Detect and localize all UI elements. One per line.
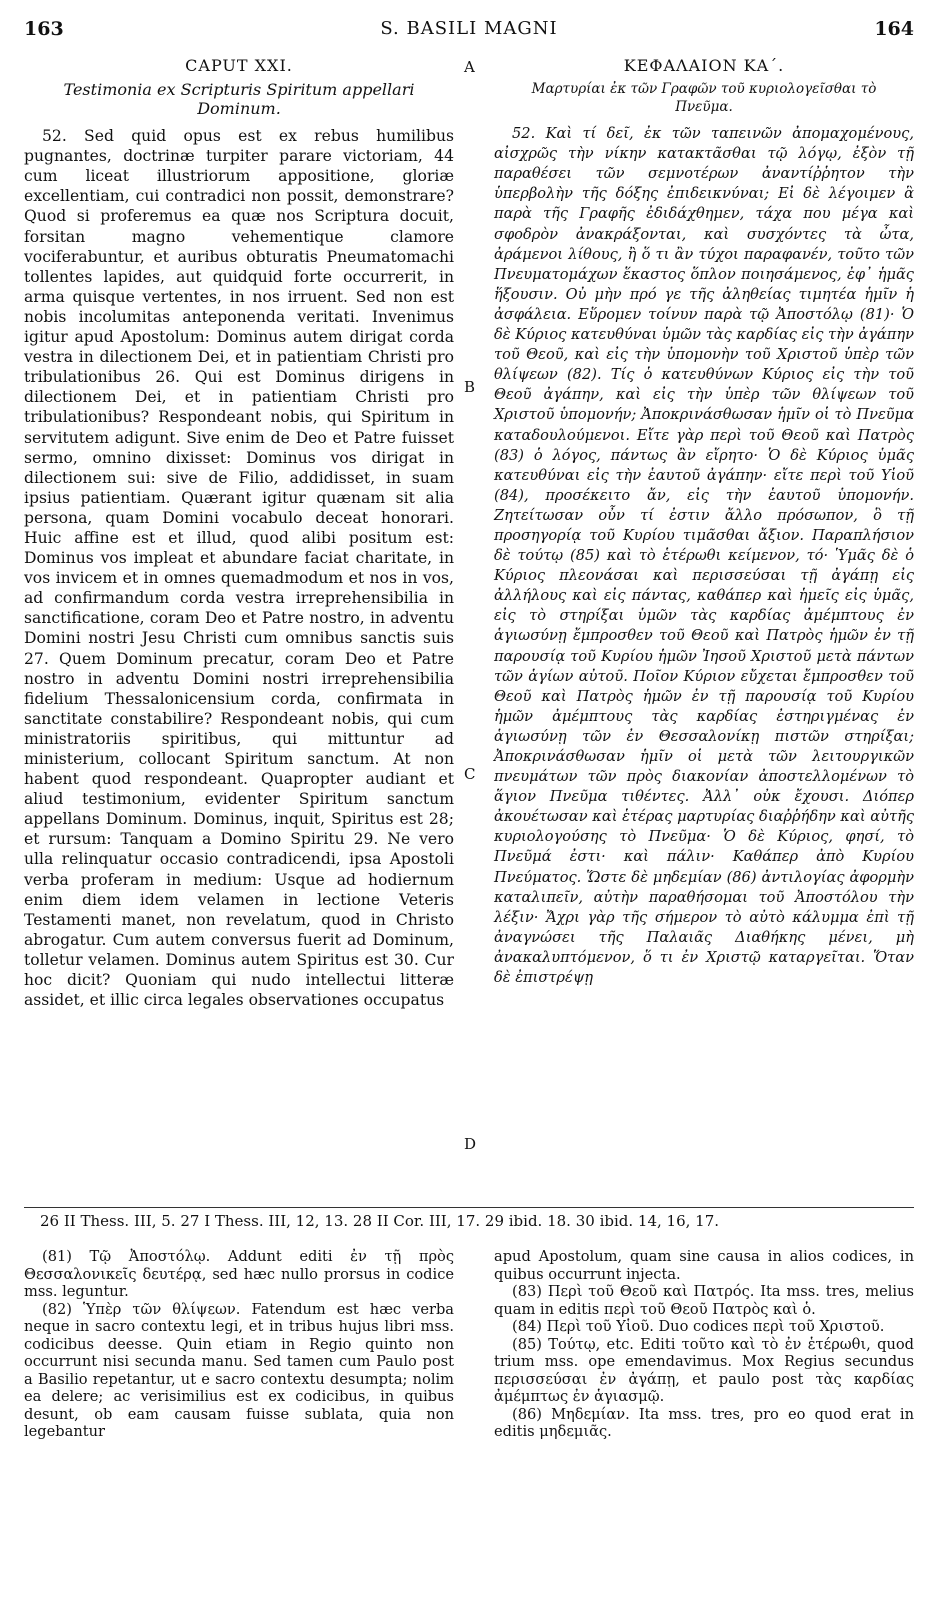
margin-letter-d: D <box>464 1135 477 1153</box>
page-header <box>24 18 914 44</box>
note-82-continued: apud Apostolum, quam sine causa in alios codices, in quibus occurrunt injecta. <box>494 1248 914 1283</box>
latin-column <box>24 56 454 1010</box>
note-83: (83) Περὶ τοῦ Θεοῦ καὶ Πατρός. Ita mss. tres, melius quam in editis περὶ τοῦ Θεοῦ Πατρὸς καὶ ὁ. <box>494 1283 914 1318</box>
scripture-references: 26 II Thess. III, 5. 27 I Thess. III, 12, 13. 28 II Cor. III, 17. 29 ibid. 18. 30 ibid. 14, 16, 17. <box>40 1212 719 1230</box>
margin-letter-a: A <box>464 58 475 76</box>
page-number-right: 164 <box>874 18 914 40</box>
margin-letter-b: B <box>464 378 476 396</box>
notes-right-column <box>494 1248 914 1441</box>
note-81: (81) Τῷ Ἀποστόλῳ. Addunt editi ἐν τῇ πρὸς Θεσσαλονικεῖς δευτέρᾳ, sed hæc nullo prorsus in codice mss. leguntur. <box>24 1248 454 1300</box>
greek-chapter-title: ΚΕΦΑΛΑΙΟΝ ΚΑ΄. <box>623 56 785 75</box>
note-86: (86) Μηδεμίαν. Ita mss. tres, pro eo quod erat in editis μηδεμιᾶς. <box>494 1405 914 1440</box>
note-84: (84) Περὶ τοῦ Υἱοῦ. Duo codices περὶ τοῦ Χριστοῦ. <box>512 1318 885 1335</box>
running-title: S. BASILI MAGNI <box>380 18 558 39</box>
greek-body-text: 52. Καὶ τί δεῖ, ἐκ τῶν ταπεινῶν ἀπομαχομένους, αἰσχρῶς τὴν νίκην κατακτᾶσθαι τῷ λόγῳ, ἐξὸν τῇ παραθέσει τῶν σεμνοτέρων ἀναντίῤῥητον τὴν ὑπερβολὴν τῆς δόξης ἐπιδεικνύναι; Εἰ δὲ λέγοιμεν ἃ παρὰ τῆς Γραφῆς ἐδιδάχθημεν, τάχα που μέγα καὶ σφοδρὸν ἀνακράξονται, καὶ συσχόντες τὰ ὦτα, ἀράμενοι λίθους, ἢ ὅ τι ἂν τύχοι παραφανέν, τοῦτο τῶν Πνευματομάχων ἕκαστος ὅπλον ποιησάμενος, ἐφ᾽ ἡμᾶς ἥξουσιν. Οὐ μὴν πρό γε τῆς ἀληθείας τιμητέα ἡμῖν ἡ ἀσφάλεια. Εὕρομεν τοίνυν παρὰ τῷ Ἀποστόλῳ (81)· Ὁ δὲ Κύριος κατευθύναι ὑμῶν τὰς καρδίας εἰς τὴν ἀγάπην τοῦ Θεοῦ, καὶ εἰς τὴν ὑπομονὴν τοῦ Χριστοῦ ὑπὲρ τῶν θλίψεων (82). Τίς ὁ κατευθύνων Κύριος εἰς τὴν τοῦ Θεοῦ ἀγάπην, καὶ εἰς τὴν ὑπὲρ τῶν θλίψεων τοῦ Χριστοῦ ὑπομονήν; Ἀποκρινάσθωσαν ἡμῖν οἱ τὸ Πνεῦμα καταδουλούμενοι. Εἴτε γὰρ περὶ τοῦ Θεοῦ καὶ Πατρὸς (83) ὁ λόγος, πάντως ἂν εἴρητο· Ὁ δὲ Κύριος ὑμᾶς κατευθύναι εἰς τὴν ἑαυτοῦ ἀγάπην· εἴτε περὶ τοῦ Υἱοῦ (84), προσέκειτο ἄν, εἰς τὴν ἑαυτοῦ ὑπομονήν. Ζητείτωσαν οὖν τί ἐστιν ἄλλο πρόσωπον, ὃ τῇ προσηγορίᾳ τοῦ Κυρίου τιμᾶσθαι ἄξιον. Παραπλήσιον δὲ τούτῳ (85) καὶ τὸ ἑτέρωθι κείμενον, τό· Ὑμᾶς δὲ ὁ Κύριος πλεονάσαι καὶ περισσεύσαι τῇ ἀγάπῃ εἰς ἀλλήλους καὶ εἰς πάντας, καθάπερ καὶ ἡμεῖς εἰς ὑμᾶς, εἰς τὸ στηρίξαι ὑμῶν τὰς καρδίας ἀμέμπτους ἐν ἁγιωσύνῃ ἔμπροσθεν τοῦ Θεοῦ καὶ Πατρὸς ἡμῶν ἐν τῇ παρουσίᾳ τοῦ Κυρίου ἡμῶν Ἰησοῦ Χριστοῦ μετὰ πάντων τῶν ἁγίων αὐτοῦ. Ποῖον Κύριον εὔχεται ἔμπροσθεν τοῦ Θεοῦ καὶ Πατρὸς ἡμῶν ἐν τῇ παρουσίᾳ τοῦ Κυρίου ἡμῶν ἀμέμπτους τὰς καρδίας ἐστηριγμένας ἐν ἁγιωσύνῃ τῶν ἐν Θεσσαλονίκῃ πιστῶν στηρίξαι; Ἀποκρινάσθωσαν ἡμῖν οἱ μετὰ τῶν λειτουργικῶν πνευμάτων τῶν πρὸς διακονίαν ἀποστελλομένων τὸ ἅγιον Πνεῦμα τιθέντες. Ἀλλ᾽ οὐκ ἔχουσι. Διόπερ ἀκουέτωσαν καὶ ἑτέρας μαρτυρίας διαῤῥήδην καὶ αὐτῆς κυριολογούσης τὸ Πνεῦμα· Ὁ δὲ Κύριος, φησί, τὸ Πνεῦμά ἐστι· καὶ πάλιν· Καθάπερ ἀπὸ Κυρίου Πνεύματος. Ὥστε δὲ μηδεμίαν (86) ἀντιλογίας ἀφορμὴν καταλιπεῖν, αὐτὴν παραθήσομαι τοῦ Ἀποστόλου τὴν λέξιν· Ἄχρι γὰρ τῆς σήμερον τὸ αὐτὸ κάλυμμα ἐπὶ τῇ ἀναγνώσει τῆς Παλαιᾶς Διαθήκης μένει, μὴ ἀνακαλυπτόμενον, ὅ τι ἐν Χριστῷ καταργεῖται. Ὅταν δὲ ἐπιστρέψῃ <box>494 125 914 987</box>
note-85: (85) Τούτῳ, etc. Editi τοῦτο καὶ τὸ ἐν ἑτέρωθι, quod trium mss. ope emendavimus. Mox Regius secundus περισσεύσαι ἐν ἀγάπῃ, et paulo post τὰς καρδίας ἀμέμπτως ἐν ἁγιασμῷ. <box>494 1335 914 1405</box>
notes-left-column <box>24 1248 454 1441</box>
latin-body-text: 52. Sed quid opus est ex rebus humilibus pugnantes, doctrinæ turpiter parare victoriam, 44 cum liceat illustriorum appositione, gloriæ excellentiam, cui contradici non possit, demonstrare? Quod si proferemus ea quæ nos Scriptura docuit, forsitan magno vehementique clamore vociferabuntur, et auribus obturatis Pneumatomachi tollentes lapides, aut quidquid forte occurrerit, in arma quisque vertentes, in nos irruent. Sed non est nobis incolumitas anteponenda veritati. Invenimus igitur apud Apostolum: Dominus autem dirigat corda vestra in dilectionem Dei, et in patientiam Christi pro tribulationibus 26. Qui est Dominus dirigens in dilectionem Dei, et in patientiam Christi pro tribulationibus? Respondeant nobis, qui Spiritum in servitutem adigunt. Sive enim de Deo et Patre fuisset sermo, omnino dixisset: Dominus vos dirigat in dilectionem sui: sive de Filio, addidisset, in suam ipsius patientiam. Quærant igitur quænam sit alia persona, quam Domini vocabulo deceat honorari. Huic affine est et illud, quod alibi positum est: Dominus vos impleat et abundare faciat charitate, in vos invicem et in omnes quemadmodum et nos in vos, ad confirmandum corda vestra irreprehensibilia in sanctificatione, coram Deo et Patre nostro, in adventu Domini nostri Jesu Christi cum omnibus sanctis suis 27. Quem Dominum precatur, coram Deo et Patre nostro in adventu Domini nostri irreprehensibilia fidelium Thessalonicensium corda, confirmata in sanctitate constabilire? Respondeant nobis, qui cum ministratoriis spiritibus, qui mittuntur ad ministerium, collocant Spiritum sanctum. At non habent quod respondeant. Quapropter audiant et aliud testimonium, evidenter Spiritum sanctum appellans Dominum. Dominus, inquit, Spiritus est 28; et rursum: Tanquam a Domino Spiritu 29. Ne vero ulla relinquatur occasio contradicendi, ipsa Apostoli verba proferam in medium: Usque ad hodiernum enim diem idem velamen in lectione Veteris Testamenti manet, non revelatum, quod in Christo abrogatur. Cum autem conversus fuerit ad Dominum, tolletur velamen. Dominus autem Spiritus est 30. Cur hoc dicit? Quoniam qui nudo intellectui litteræ assidet, et illic circa legales observationes occupatus <box>24 127 454 1010</box>
page-number-left: 163 <box>24 18 64 40</box>
note-82: (82) Ὑπὲρ τῶν θλίψεων. Fatendum est hæc verba neque in sacro contextu legi, et in tribus hujus libri mss. codicibus deesse. Quin etiam in Regio quinto non occurrunt nisi secunda manu. Sed tamen cum Paulo post a Basilio repetantur, ut e sacro contextu desumpta; nolim ea delere; ac verisimilius est ex codicibus, in quibus desunt, ob eam causam fuisse sublata, quia non legebantur <box>24 1300 454 1440</box>
margin-letter-c: C <box>464 765 476 783</box>
footnote-divider <box>24 1207 914 1208</box>
greek-column <box>494 56 914 988</box>
latin-subtitle: Testimonia ex Scripturis Spiritum appellari Dominum. <box>63 80 415 119</box>
latin-chapter-title: CAPUT XXI. <box>185 56 293 75</box>
greek-subtitle: Μαρτυρίαι ἐκ τῶν Γραφῶν τοῦ κυριολογεῖσθαι τὸ Πνεῦμα. <box>531 81 877 116</box>
